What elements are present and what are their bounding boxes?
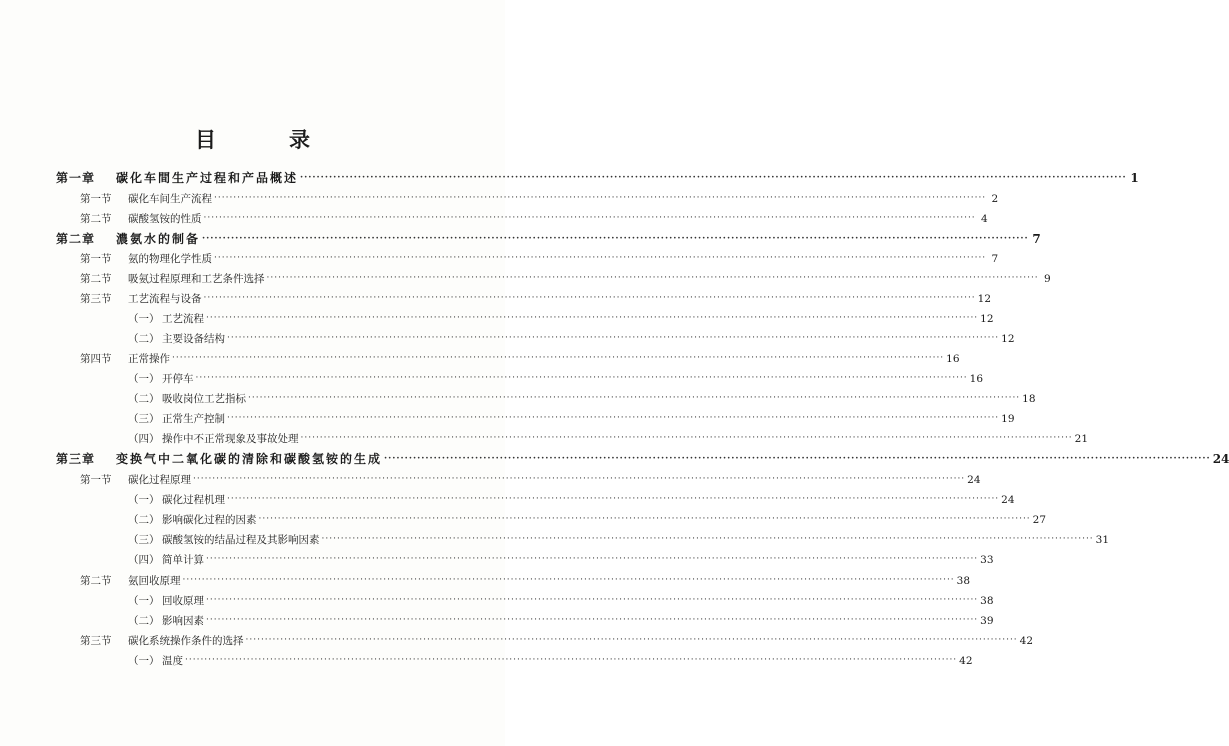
toc-entry[interactable]	[80, 209, 988, 229]
toc-entry-number: 第三章	[56, 452, 96, 466]
toc-leader-dots: ········································································································································································································	[214, 193, 987, 203]
toc-entry-title: 影响因素	[162, 615, 204, 627]
toc-entry-page: 24	[1212, 452, 1229, 466]
toc-entry-title: 碳化车间生产流程	[128, 193, 212, 205]
toc-entry-number: 第一节	[80, 253, 112, 265]
toc-entry-number: （二）	[128, 333, 160, 345]
toc-entry-number: （一）	[128, 313, 160, 325]
toc-entry-number: 第三节	[80, 293, 112, 305]
toc-leader-dots: ········································································································································································································	[185, 655, 958, 665]
toc-entry-number: 第二节	[80, 273, 112, 285]
toc-leader-dots: ········································································································································································································	[227, 333, 1000, 343]
toc-entry-page: 38	[956, 575, 971, 587]
toc-entry-page: 16	[969, 373, 984, 385]
toc-entry-number: 第二章	[56, 232, 96, 246]
toc-leader-dots: ········································································································································································································	[300, 173, 1127, 183]
toc-entry-title: 操作中不正常现象及事故处理	[162, 433, 299, 445]
toc-entry-number: 第一节	[80, 193, 112, 205]
toc-entry-title: 正常操作	[128, 353, 170, 365]
toc-entry-title: 吸氨过程原理和工艺条件选择	[128, 273, 265, 285]
toc-entry[interactable]	[80, 349, 960, 369]
toc-entry[interactable]	[128, 530, 1110, 550]
toc-leader-dots: ········································································································································································································	[206, 615, 979, 625]
toc-entry-number: 第二节	[80, 575, 112, 587]
toc-entry[interactable]	[128, 429, 1089, 449]
toc-entry-title: 氨回收原理	[128, 575, 181, 587]
page-title: 目 录	[195, 128, 336, 152]
toc-entry-page: 42	[959, 655, 973, 667]
toc-entry[interactable]	[80, 269, 1051, 289]
toc-entry-page: 4	[980, 213, 988, 225]
toc-leader-dots: ········································································································································································································	[195, 373, 968, 383]
toc-entry-page: 39	[980, 615, 994, 627]
toc-entry-title: 开停车	[162, 373, 194, 385]
toc-entry[interactable]	[80, 571, 971, 591]
toc-entry-title: 吸收岗位工艺指标	[162, 393, 246, 405]
toc-entry-title: 碳酸氢铵的性质	[128, 213, 202, 225]
toc-entry-page: 38	[980, 595, 994, 607]
toc-entry-page: 24	[1001, 494, 1015, 506]
toc-entry[interactable]	[128, 369, 984, 389]
toc-entry[interactable]	[128, 389, 1036, 409]
toc-entry-title: 简单计算	[162, 554, 204, 566]
toc-leader-dots: ········································································································································································································	[227, 494, 1000, 504]
toc-entry-title: 变换气中二氧化碳的清除和碳酸氢铵的生成	[116, 452, 383, 466]
toc-leader-dots: ········································································································································································································	[172, 353, 945, 363]
toc-entry[interactable]	[80, 470, 981, 490]
toc-entry[interactable]	[128, 309, 994, 329]
toc-entry-title: 影响碳化过程的因素	[162, 514, 257, 526]
toc-entry-number: 第三节	[80, 635, 112, 647]
toc-entry[interactable]	[128, 550, 994, 570]
toc-entry-page: 12	[977, 293, 992, 305]
toc-entry-title: 正常生产控制	[162, 413, 225, 425]
toc-entry-number: （二）	[128, 393, 160, 405]
toc-entry-page: 31	[1095, 534, 1110, 546]
toc-entry[interactable]	[128, 651, 973, 671]
toc-entry[interactable]	[128, 611, 994, 631]
toc-entry-title: 主要设备结构	[162, 333, 225, 345]
toc-entry-title: 工艺流程与设备	[128, 293, 202, 305]
toc-entry-page: 9	[1043, 273, 1051, 285]
toc-entry-title: 濃氨水的制备	[116, 232, 201, 246]
toc-entry-page: 33	[980, 554, 994, 566]
toc-entry-page: 18	[1022, 393, 1036, 405]
toc-leader-dots: ········································································································································································································	[227, 413, 1000, 423]
toc-leader-dots: ········································································································································································································	[300, 433, 1073, 443]
toc-leader-dots: ········································································································································································································	[206, 554, 979, 564]
toc-entry-title: 工艺流程	[162, 313, 204, 325]
toc-entry-page: 19	[1001, 413, 1015, 425]
toc-leader-dots: ········································································································································································································	[248, 393, 1021, 403]
toc-entry[interactable]	[128, 591, 994, 611]
toc-entry-number: （二）	[128, 514, 160, 526]
toc-leader-dots: ········································································································································································································	[245, 635, 1018, 645]
toc-entry[interactable]	[80, 249, 999, 269]
toc-entry-page: 1	[1130, 171, 1139, 185]
toc-entry[interactable]	[128, 510, 1047, 530]
toc-entry-page: 24	[967, 474, 981, 486]
toc-leader-dots: ········································································································································································································	[203, 293, 976, 303]
toc-leader-dots: ········································································································································································································	[206, 313, 979, 323]
toc-entry-title: 碳化过程原理	[128, 474, 191, 486]
toc-entry[interactable]	[128, 490, 1015, 510]
toc-entry[interactable]	[56, 449, 1229, 469]
toc-leader-dots: ········································································································································································································	[182, 575, 955, 585]
toc-leader-dots: ········································································································································································································	[202, 234, 1029, 244]
toc-entry-number: （四）	[128, 554, 160, 566]
toc-entry-number: （一）	[128, 494, 160, 506]
toc-entry-page: 42	[1019, 635, 1034, 647]
toc-entry-title: 碳酸氢铵的结晶过程及其影响因素	[162, 534, 320, 546]
toc-entry-title: 温度	[162, 655, 183, 667]
toc-entry-page: 12	[1001, 333, 1015, 345]
toc-entry-title: 碳化车間生产过程和产品概述	[116, 171, 299, 185]
toc-entry-number: 第二节	[80, 213, 112, 225]
toc-entry[interactable]	[128, 329, 1015, 349]
toc-leader-dots: ········································································································································································································	[384, 454, 1211, 464]
toc-leader-dots: ········································································································································································································	[321, 534, 1094, 544]
toc-entry-title: 碳化过程机理	[162, 494, 225, 506]
toc-entry-page: 2	[991, 193, 999, 205]
toc-entry[interactable]	[80, 631, 1034, 651]
toc-entry-page: 16	[946, 353, 960, 365]
toc-leader-dots: ········································································································································································································	[214, 253, 987, 263]
toc-entry-page: 7	[1032, 232, 1041, 246]
toc-leader-dots: ········································································································································································································	[258, 514, 1031, 524]
toc-entry[interactable]	[80, 189, 999, 209]
toc-entry-title: 回收原理	[162, 595, 204, 607]
toc-entry-number: 第一节	[80, 474, 112, 486]
toc-entry-page: 12	[980, 313, 994, 325]
toc-entry-number: （三）	[128, 534, 160, 546]
toc-entry-number: 第一章	[56, 171, 96, 185]
toc-entry-number: （一）	[128, 655, 160, 667]
toc-leader-dots: ········································································································································································································	[203, 213, 976, 223]
toc-entry-number: （一）	[128, 595, 160, 607]
toc-entry-title: 氨的物理化学性质	[128, 253, 212, 265]
toc-entry-page: 21	[1074, 433, 1089, 445]
toc-entry-title: 碳化系统操作条件的选择	[128, 635, 244, 647]
toc-entry-number: （二）	[128, 615, 160, 627]
toc-entry-number: （一）	[128, 373, 160, 385]
toc-entry[interactable]	[56, 168, 1139, 188]
toc-entry[interactable]	[56, 229, 1041, 249]
toc-leader-dots: ········································································································································································································	[206, 595, 979, 605]
toc-entry[interactable]	[128, 409, 1015, 429]
toc-leader-dots: ········································································································································································································	[266, 273, 1039, 283]
toc-entry[interactable]	[80, 289, 992, 309]
toc-entry-number: （三）	[128, 413, 160, 425]
toc-entry-page: 7	[991, 253, 999, 265]
toc-entry-number: 第四节	[80, 353, 112, 365]
toc-entry-number: （四）	[128, 433, 160, 445]
toc-leader-dots: ········································································································································································································	[193, 474, 966, 484]
toc-entry-page: 27	[1032, 514, 1047, 526]
